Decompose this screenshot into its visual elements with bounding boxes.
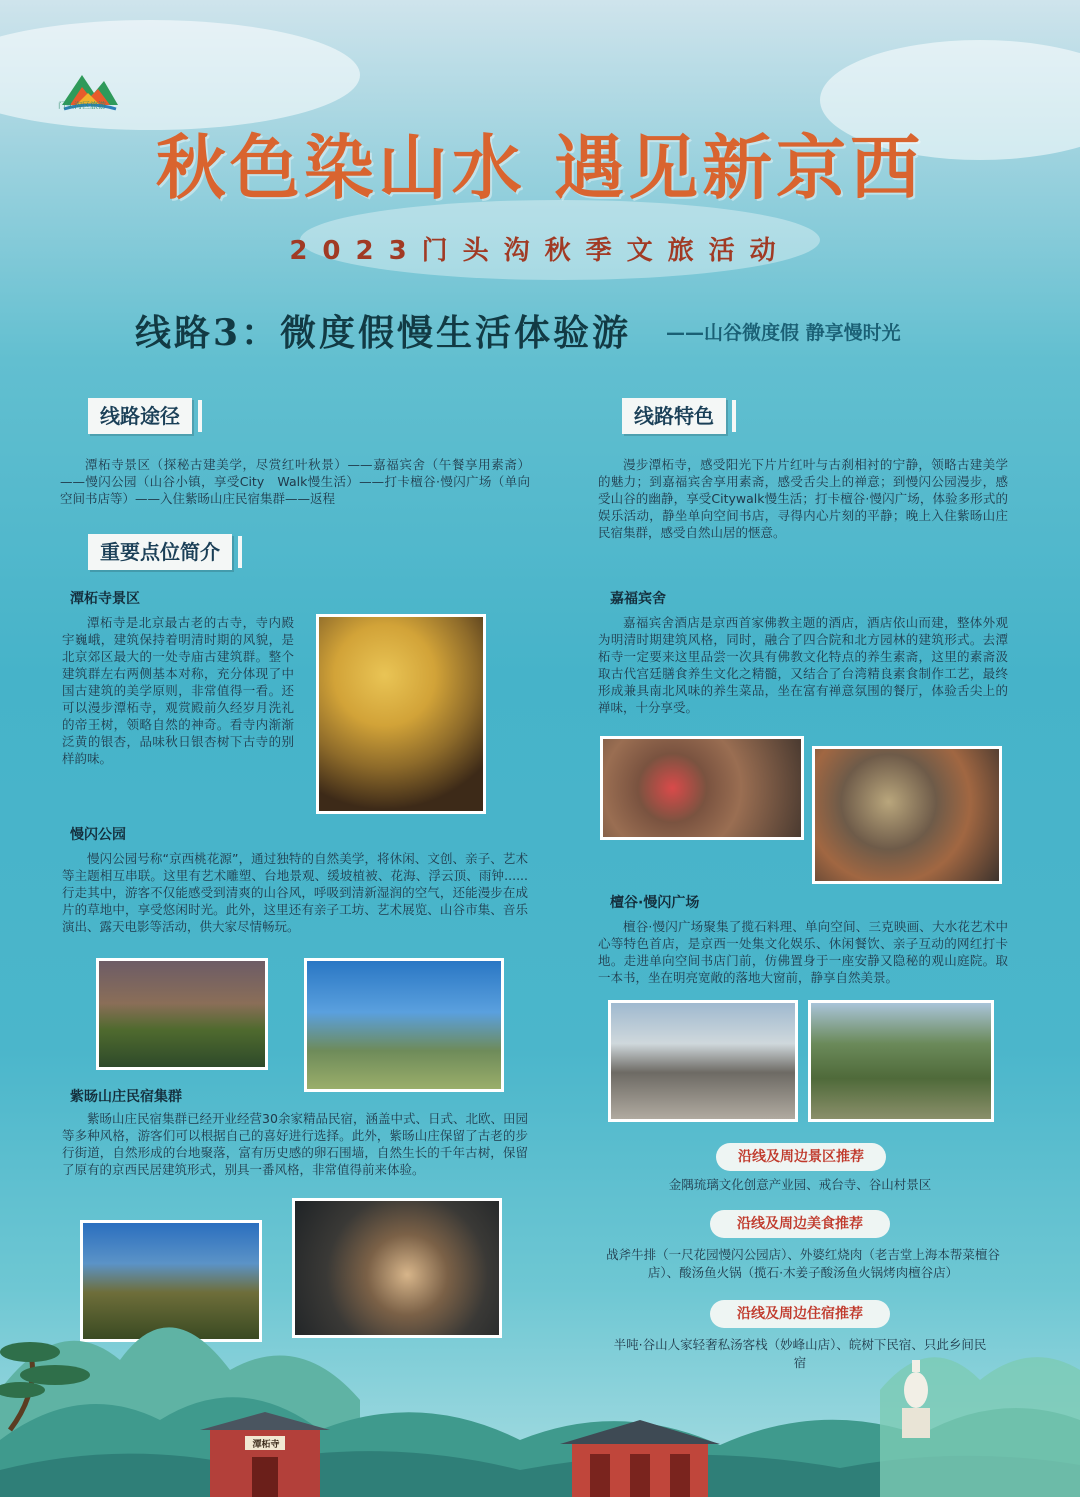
poster-subtitle: 2023门头沟秋季文旅活动 [289,236,791,266]
route-subtitle: ——山谷微度假 静享慢时光 [666,322,901,344]
tangu-plaza-photo [608,1000,798,1122]
rec-stay-pill: 沿线及周边住宿推荐 [710,1300,890,1328]
temple-plaque: 潭柘寺 [252,1440,280,1450]
route-title: 线路3：微度假慢生活体验游 [135,312,632,354]
rec-food-pill: 沿线及周边美食推荐 [710,1210,890,1238]
tanzhe-text: 潭柘寺是北京最古老的古寺，寺内殿宇巍峨，建筑保持着明清时期的风貌，是北京郊区最大的一处寺庙古建筑群。整个建筑群左右两侧基本对称，充分体现了中国古建筑的美学原则，非常值得一看。还可以漫步潭柘寺，观赏殿前久经岁月洗礼的帝王树，领略自然的神奇。看寺内渐渐泛黄的银杏，品味秋日银杏树下古寺的别样韵味。 [62,615,294,766]
poster-title: 秋色染山水 遇见新京西 [155,126,925,209]
rec-food-text: 战斧牛排（一尺花园慢闪公园店）、外婆红烧肉（老吉堂上海本帮菜檀谷店）、酸汤鱼火锅（揽石·木姜子酸汤鱼火锅烤肉檀谷店） [606,1247,1000,1280]
feature-text: 漫步潭柘寺，感受阳光下片片红叶与古刹相衬的宁静，领略古建美学的魅力；到嘉福宾舍享用素斋，感受舌尖上的禅意；到慢闪公园漫步，感受山谷的幽静，享受Citywalk慢生活；打卡檀谷·慢闪广场，体验多形式的娱乐活动，静坐单向空间书店，寻得内心片刻的平静；晚上入住紫旸山庄民宿集群，感受自然山居的惬意。 [598,457,1008,540]
tanzhe-title: 潭柘寺景区 [70,591,140,607]
points-tag: 重要点位简介 [88,534,232,570]
pagoda-icon [896,1360,936,1440]
ziyang-title: 紫旸山庄民宿集群 [70,1089,182,1105]
temple-hall-icon [560,1420,720,1497]
tangu-title: 檀谷·慢闪广场 [610,895,700,911]
vegetarian-meal-photo-1 [600,736,804,840]
feature-tag: 线路特色 [622,398,726,434]
park-pavilion-photo [304,958,504,1092]
path-text: 潭柘寺景区（探秘古建美学，尽赏红叶秋景）——嘉福宾舍（午餐享用素斋）——慢闪公园（山谷小镇，享受City Walk慢生活）——打卡檀谷·慢闪广场（单向空间书店等）——入住紫旸山庄民宿集群——返程 [60,457,530,506]
jiafu-title: 嘉福宾舍 [610,591,666,607]
tanzhe-ginkgo-photo [316,614,486,814]
tangu-text: 檀谷·慢闪广场聚集了揽石料理、单向空间、三克映画、大水花艺术中心等特色首店，是京西一处集文化娱乐、休闲餐饮、亲子互动的网红打卡地。走进单向空间书店门前，仿佛置身于一座安静又隐秘的观山庭院。取一本书，坐在明亮宽敞的落地大窗前，静享自然美景。 [598,919,1008,985]
tangu-aerial-photo [808,1000,994,1122]
vegetarian-meal-photo-2 [812,746,1002,884]
park-text: 慢闪公园号称“京西桃花源”，通过独特的自然美学，将休闲、文创、亲子、艺术等主题相互串联。这里有艺术雕塑、台地景观、缓坡植被、花海、浮云顶、雨钟......行走其中，游客不仅能感受到清爽的山谷风，呼吸到清新湿润的空气，还能漫步在成片的草地中，享受悠闲时光。此外，这里还有亲子工坊、艺术展览、山谷市集、音乐演出、露天电影等活动，供大家尽情畅玩。 [62,851,528,934]
logo-text: 门头沟区旅游 [58,101,106,110]
rec-scenic-pill: 沿线及周边景区推荐 [716,1143,886,1171]
jiafu-text: 嘉福宾舍酒店是京西首家佛教主题的酒店，酒店依山而建，整体外观为明清时期建筑风格，同时，融合了四合院和北方园林的建筑形式。去潭柘寺一定要来这里品尝一次具有佛教文化特点的养生素斋，这里的素斋汲取古代宫廷膳食养生文化之精髓，又结合了台湾精良素食制作工艺，最终形成兼具南北风味的养生菜品，坐在富有禅意氛围的餐厅，体验舌尖上的禅味，十分享受。 [598,615,1008,715]
rec-scenic-text: 金隅琉璃文化创意产业园、戒台寺、谷山村景区 [668,1177,932,1192]
park-title: 慢闪公园 [70,827,126,843]
park-rainbow-path-photo [96,958,268,1070]
pine-tree-icon [0,1330,140,1440]
rec-stay-text: 半吨·谷山人家轻奢私汤客栈（妙峰山店）、皖树下民宿、只此乡间民宿 [613,1337,987,1370]
ziyang-text: 紫旸山庄民宿集群已经开业经营30余家精品民宿，涵盖中式、日式、北欧、田园等多种风格，游客们可以根据自己的喜好进行选择。此外，紫旸山庄保留了古老的步行街道，自然形成的台地聚落，富有历史感的卵石围墙，自然生长的千年古树，保留了原有的京西民居建筑形式，别具一番风格，非常值得前来体验。 [62,1111,528,1177]
temple-gate-icon [200,1412,330,1497]
path-tag: 线路途径 [88,398,192,434]
